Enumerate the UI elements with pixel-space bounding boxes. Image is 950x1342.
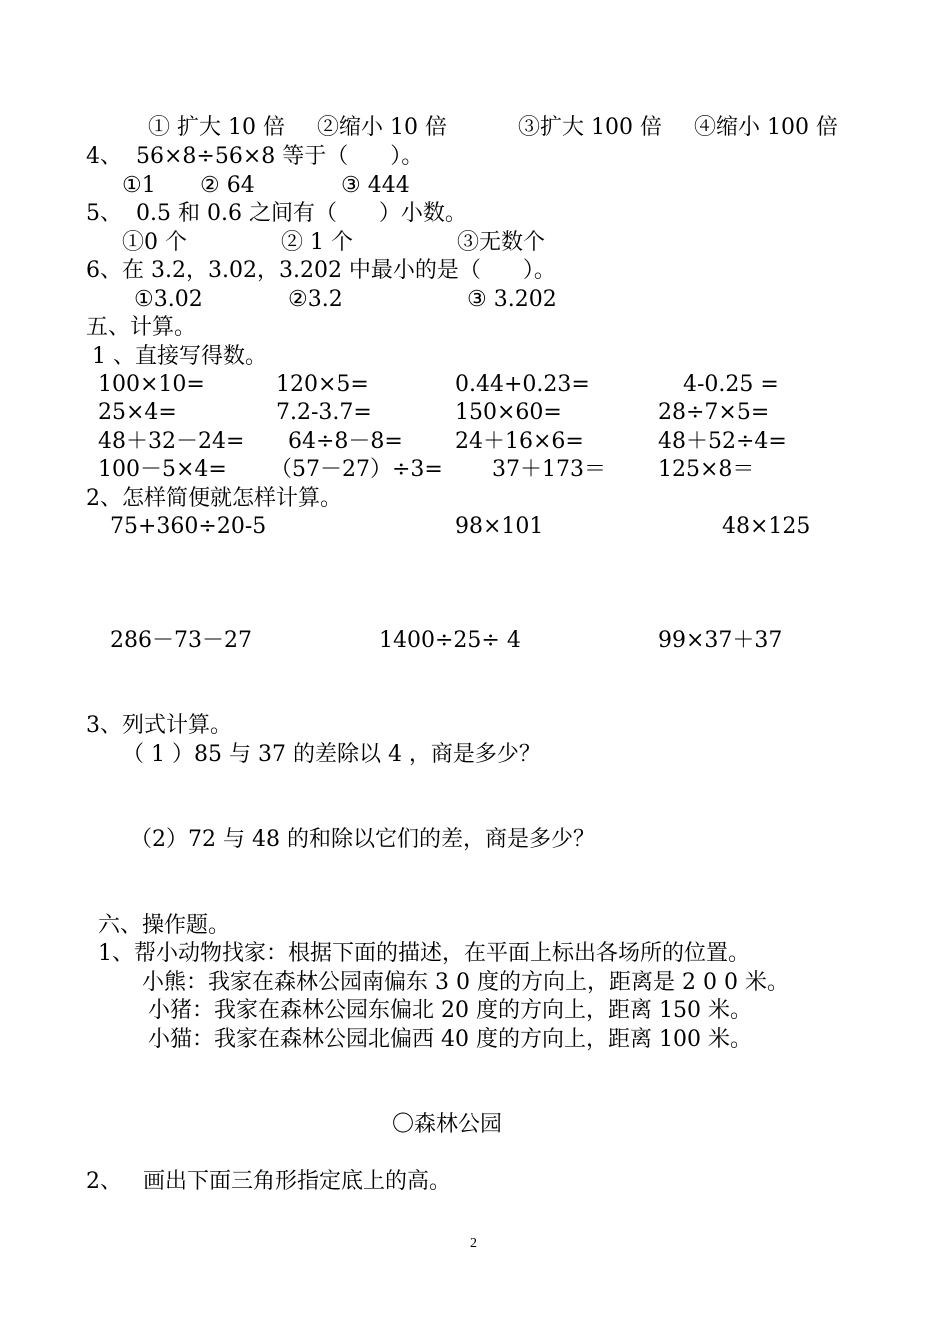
direct-answer-item: 100×10= [98,372,205,397]
forest-park-label: 〇森林公园 [392,1112,503,1137]
triangle-height-title: 2、 画出下面三角形指定底上的高。 [86,1169,451,1194]
section5-title: 五、计算。 [86,315,197,340]
direct-answer-item: 120×5= [276,372,369,397]
section6-title: 六、操作题。 [98,913,231,938]
direct-answer-item: 48＋52÷4= [658,429,787,454]
direct-answer-item: 24＋16×6= [455,429,584,454]
direct-answer-item: 28÷7×5= [658,400,770,425]
q6-option-1: ①3.02 [134,287,203,312]
direct-answer-item: （57－27）÷3= [270,457,443,482]
q4-stem: 4、 56×8÷56×8 等于（ ）。 [86,144,424,169]
simplify-item: 1400÷25÷ 4 [379,628,521,653]
q4-option-1: ①1 [122,173,156,198]
q5-option-3: ③无数个 [457,230,546,255]
direct-answer-item: 100－5×4= [98,457,227,482]
q3-option-1: ① 扩大 10 倍 [148,115,285,140]
q6-stem: 6、在 3.2，3.02，3.202 中最小的是（ ）。 [86,258,556,283]
simplify-title: 2、怎样简便就怎样计算。 [86,486,342,511]
q5-option-2: ② 1 个 [281,230,353,255]
direct-answer-item: 64÷8－8= [288,429,403,454]
page-number: 2 [470,1236,477,1251]
q3-option-2: ②缩小 10 倍 [317,115,447,140]
simplify-item: 98×101 [455,514,544,539]
expression-question-1: （ 1 ）85 与 37 的差除以 4 ，商是多少？ [122,742,541,767]
expression-title: 3、列式计算。 [86,713,232,738]
q5-stem: 5、 0.5 和 0.6 之间有（ ）小数。 [86,201,467,226]
q6-option-2: ②3.2 [288,287,343,312]
expression-question-2: （2）72 与 48 的和除以它们的差，商是多少？ [130,827,595,852]
cat-description: 小猫：我家在森林公园北偏西 40 度的方向上，距离 100 米。 [148,1027,752,1052]
direct-answer-item: 0.44+0.23= [455,372,590,397]
direct-answer-title: 1 、直接写得数。 [92,344,267,369]
direct-answer-item: 7.2-3.7= [276,400,372,425]
direct-answer-item: 48＋32－24= [98,429,245,454]
q3-option-4: ④缩小 100 倍 [694,115,838,140]
find-home-title: 1、帮小动物找家：根据下面的描述，在平面上标出各场所的位置。 [98,941,750,966]
pig-description: 小猪：我家在森林公园东偏北 20 度的方向上，距离 150 米。 [148,998,752,1023]
q4-option-2: ② 64 [200,173,255,198]
direct-answer-item: 125×8＝ [658,457,755,482]
simplify-item: 99×37＋37 [658,628,783,653]
bear-description: 小熊：我家在森林公园南偏东 3 0 度的方向上，距离是 2 0 0 米。 [142,970,789,995]
q6-option-3: ③ 3.202 [467,287,557,312]
simplify-item: 286－73－27 [110,628,252,653]
simplify-item: 48×125 [722,514,811,539]
q5-option-1: ①0 个 [122,230,187,255]
q3-option-3: ③扩大 100 倍 [518,115,662,140]
q4-option-3: ③ 444 [341,173,410,198]
direct-answer-item: 37＋173＝ [492,457,606,482]
direct-answer-item: 4-0.25 = [683,372,779,397]
simplify-item: 75+360÷20-5 [110,514,267,539]
direct-answer-item: 25×4= [98,400,177,425]
direct-answer-item: 150×60= [455,400,562,425]
